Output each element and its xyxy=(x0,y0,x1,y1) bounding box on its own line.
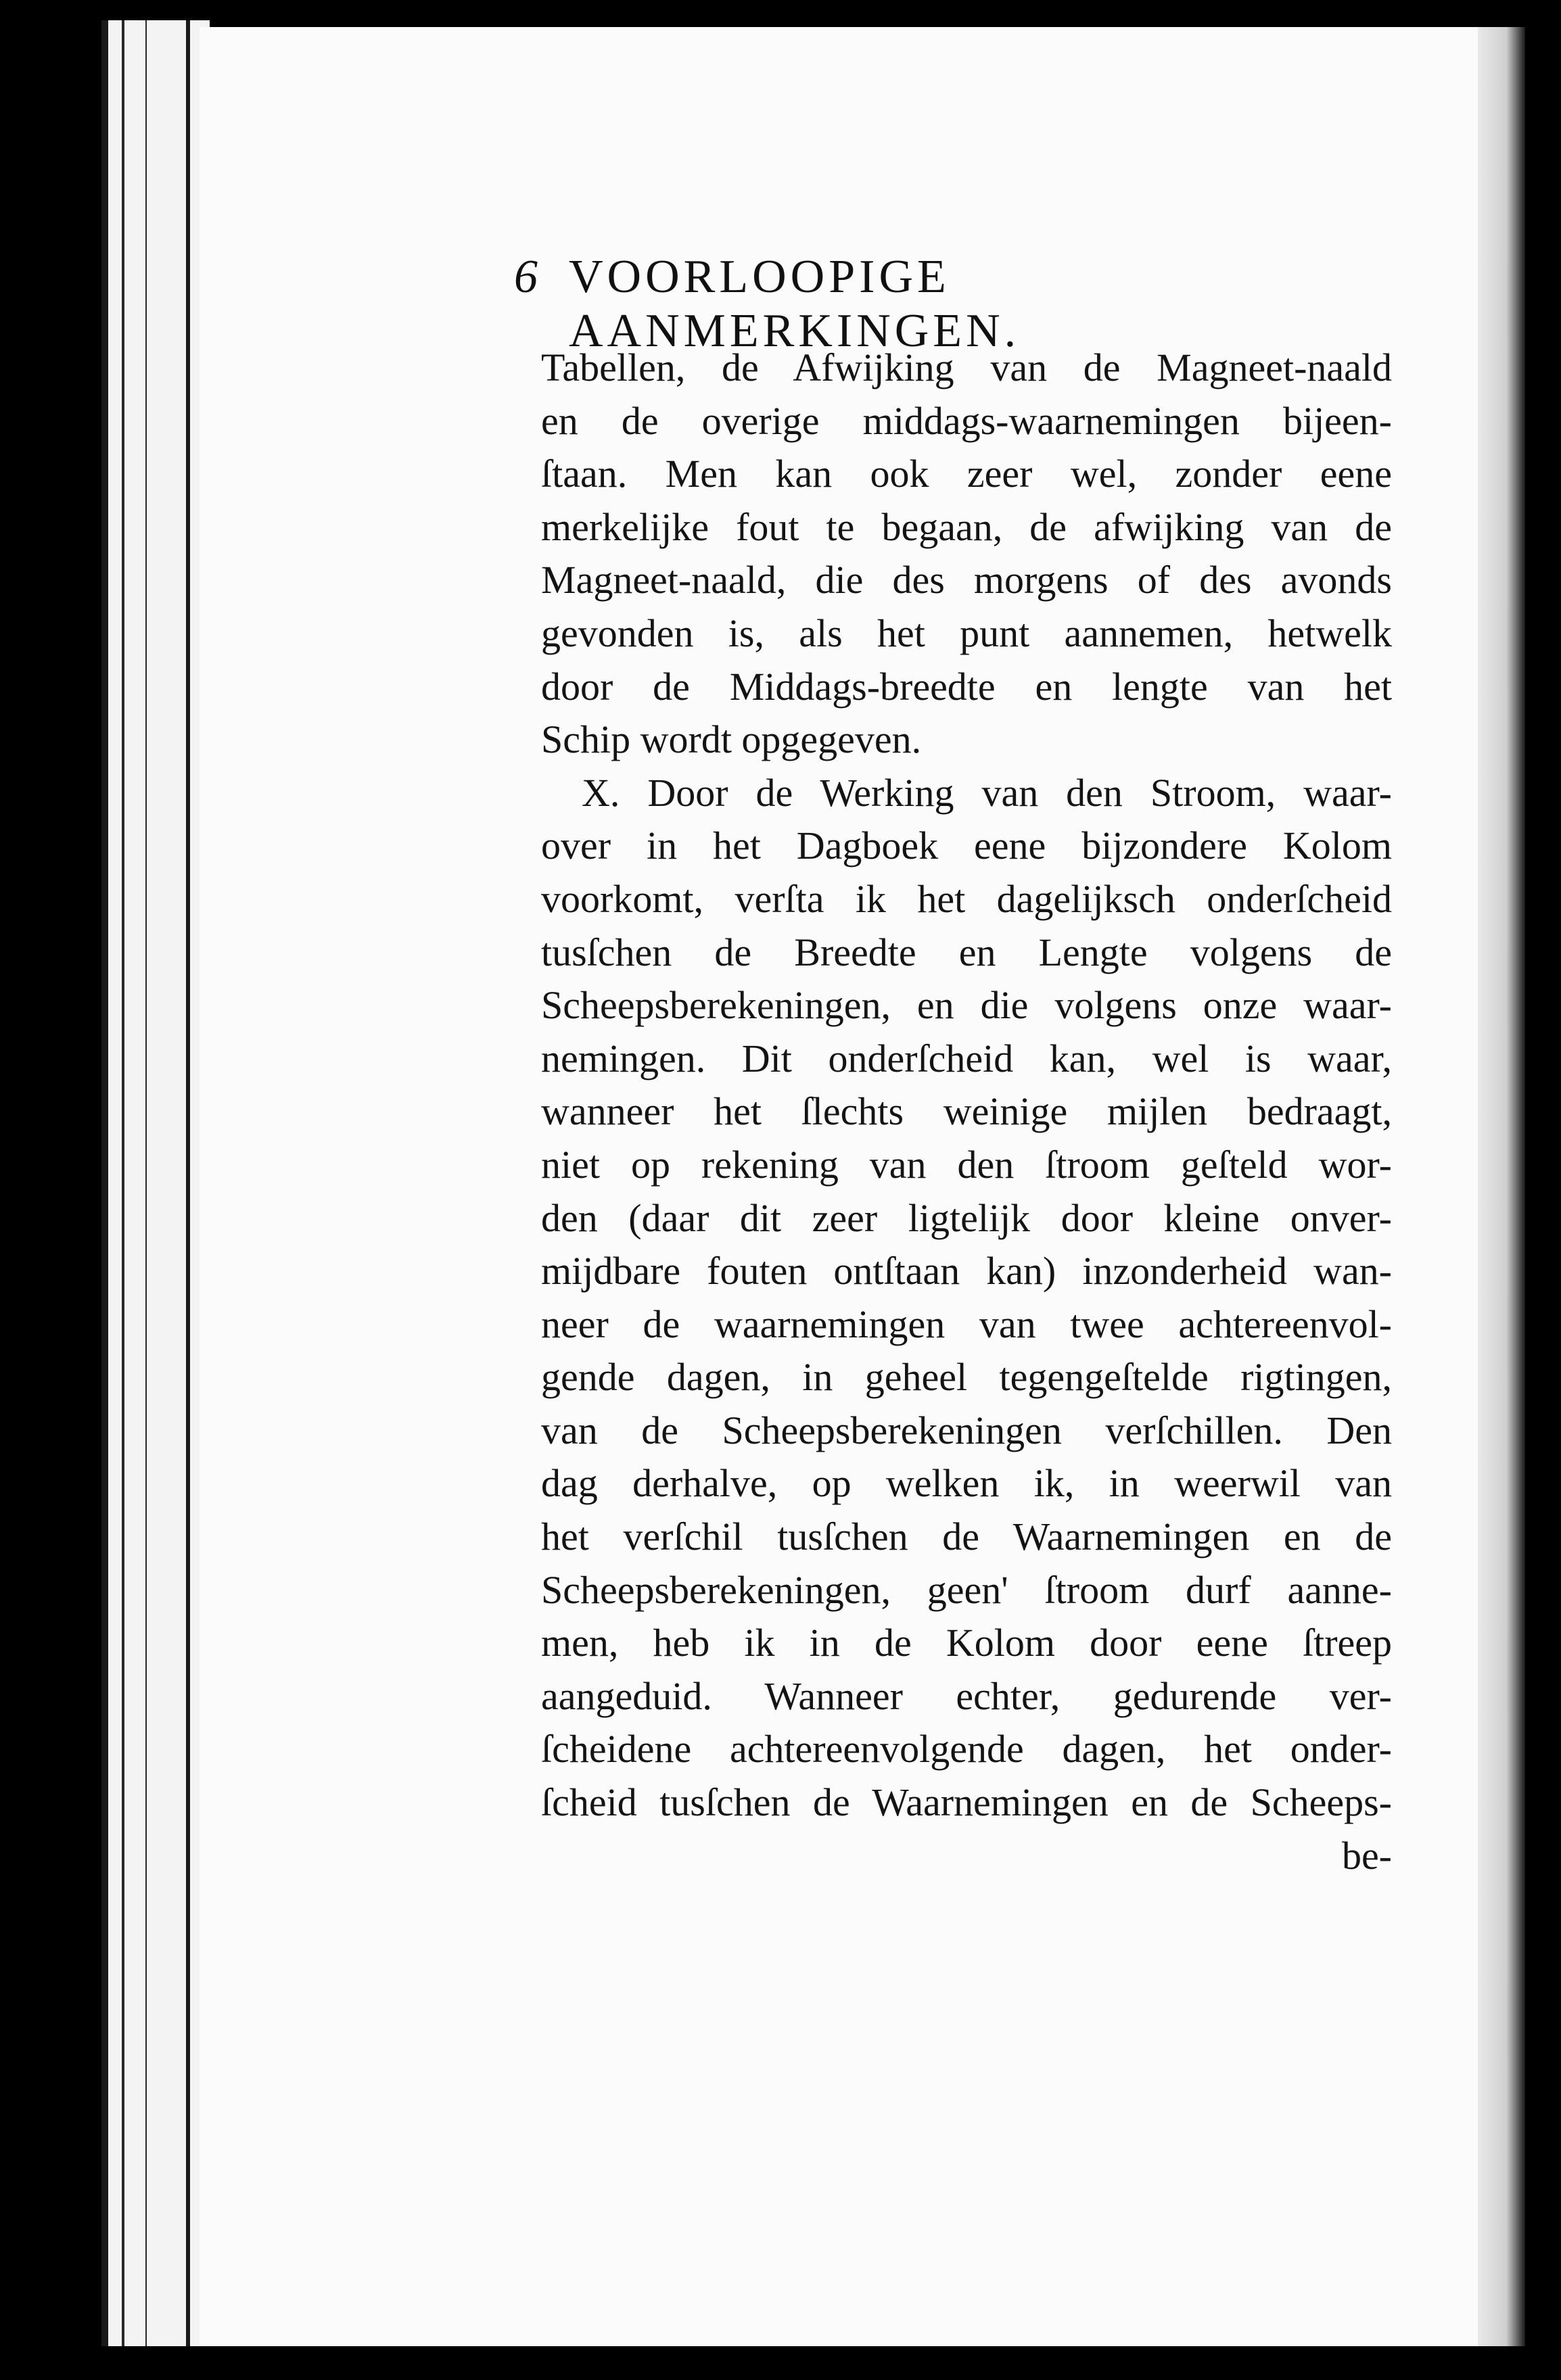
text-line: Scheepsberekeningen, geen' ſtroom durf aanne- xyxy=(541,1567,1392,1612)
text-line: den (daar dit zeer ligtelijk door kleine onver- xyxy=(541,1195,1392,1240)
text-line: wanneer het ſlechts weinige mijlen bedraagt, xyxy=(541,1089,1392,1134)
text-line: gende dagen, in geheel tegengeſtelde rigtingen, xyxy=(541,1355,1392,1400)
text-line: voorkomt, verſta ik het dagelijksch onderſcheid xyxy=(541,876,1392,921)
text-line: Schip wordt opgegeven. xyxy=(541,717,922,762)
body-text xyxy=(541,341,1392,1882)
text-line: Tabellen, de Afwijking van de Magneet-naald xyxy=(541,346,1392,389)
text-line: gevonden is, als het punt aannemen, hetwelk xyxy=(541,611,1392,655)
text-line: en de overige middags-waarnemingen bijeen- xyxy=(541,398,1392,443)
text-line: Magneet-naald, die des morgens of des avonds xyxy=(541,558,1392,602)
gutter-rule xyxy=(186,20,190,2346)
text-line: neer de waarnemingen van twee achtereenvol- xyxy=(541,1302,1392,1346)
text-line: X. Door de Werking van den Stroom, waar- xyxy=(582,770,1392,815)
text-line: men, heb ik in de Kolom door eene ſtreep xyxy=(541,1621,1392,1665)
text-line: mijdbare fouten ontſtaan kan) inzonderheid wan- xyxy=(541,1249,1392,1293)
text-line: ſcheidene achtereenvolgende dagen, het onder- xyxy=(541,1727,1392,1771)
binding-line xyxy=(145,20,147,2346)
text-line: ſtaan. Men kan ook zeer wel, zonder eene xyxy=(541,452,1392,496)
text-line: dag derhalve, op welken ik, in weerwil van xyxy=(541,1461,1392,1506)
text-line: nemingen. Dit onderſcheid kan, wel is waar, xyxy=(541,1036,1392,1080)
page-edge-shadow xyxy=(1478,27,1525,2346)
text-line: het verſchil tusſchen de Waarnemingen en de xyxy=(541,1515,1392,1559)
page-number: 6 xyxy=(514,251,542,303)
text-line: merkelijke fout te begaan, de afwijking van de xyxy=(541,504,1392,549)
text-line: van de Scheepsberekeningen verſchillen. Den xyxy=(541,1408,1392,1452)
text-line: door de Middags-breedte en lengte van het xyxy=(541,664,1392,709)
text-line: be- xyxy=(1341,1833,1392,1878)
text-line: ſcheid tusſchen de Waarnemingen en de Scheeps- xyxy=(541,1780,1392,1825)
text-line: tusſchen de Breedte en Lengte volgens de xyxy=(541,930,1392,974)
text-line: aangeduid. Wanneer echter, gedurende ver- xyxy=(541,1673,1392,1718)
running-title: VOORLOOPIGE AANMERKINGEN. xyxy=(569,251,1021,357)
text-line: over in het Dagboek eene bijzondere Kolom xyxy=(541,824,1392,868)
binding-line xyxy=(122,20,124,2346)
book-binding-edge xyxy=(101,20,210,2346)
text-line: niet op rekening van den ſtroom geſteld wor- xyxy=(541,1142,1392,1187)
running-header xyxy=(514,250,1383,357)
text-line: Scheepsberekeningen, en die volgens onze waar- xyxy=(541,983,1392,1028)
